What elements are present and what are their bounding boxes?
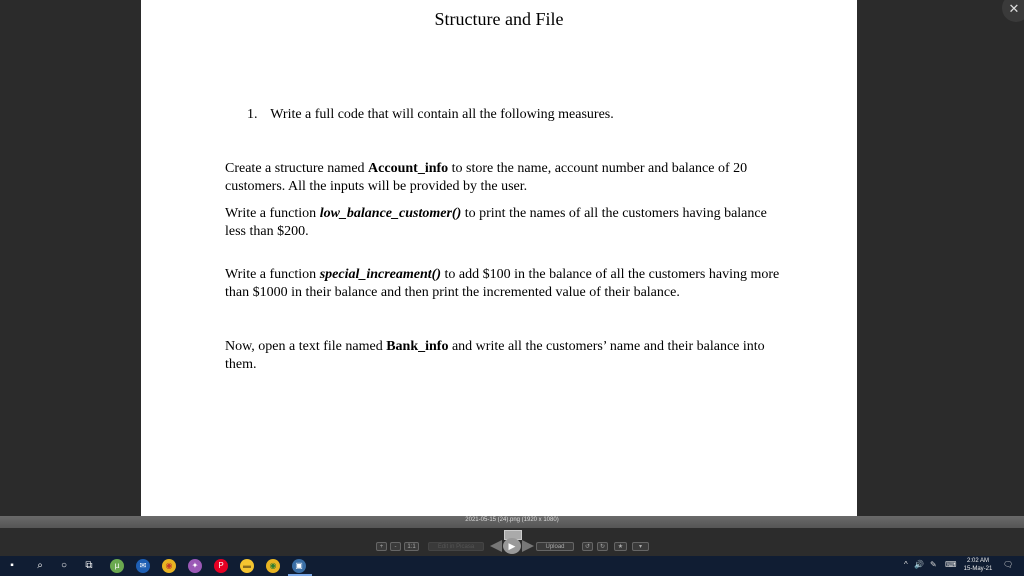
structure-name: Account_info [368, 161, 449, 176]
paragraph-text: to print the names of all the customers having balance less than $200. [225, 206, 767, 239]
edit-in-picasa-button[interactable]: Edit in Picasa [428, 542, 484, 551]
file-info-text: 2021-05-15 (24).png (1920 x 1080) [465, 517, 559, 523]
actual-size-button[interactable]: 1:1 [404, 542, 419, 551]
paragraph-text: to store the name, account number and balance of 20 customers. All the inputs will be provided by the user. [225, 161, 748, 194]
torrent-icon[interactable]: µ [110, 559, 124, 573]
volume-icon[interactable]: 🔊 [914, 560, 924, 569]
file-info-bar [0, 516, 1024, 528]
pen-icon[interactable]: ✎ [930, 560, 937, 569]
question-text: Write a full code that will contain all the following measures. [270, 107, 614, 122]
file-explorer-icon[interactable]: ▬ [240, 559, 254, 573]
system-clock[interactable] [960, 557, 996, 573]
clock-time: 2:02 AM [966, 558, 989, 564]
file-name: Bank_info [386, 339, 449, 354]
notification-icon[interactable]: 🗨 [1003, 560, 1014, 569]
paragraph-low-balance [225, 205, 785, 241]
clock-date: 15-May-21 [963, 566, 993, 572]
pinterest-icon[interactable]: P [214, 559, 228, 573]
document-title: Structure and File [434, 9, 564, 29]
previous-arrow-icon[interactable] [490, 540, 502, 552]
question-number: 1. [247, 107, 258, 122]
upload-button[interactable]: Upload [536, 542, 574, 551]
chrome-alt-icon[interactable]: ◉ [266, 559, 280, 573]
windows-start-icon[interactable]: ▪ [5, 559, 19, 573]
windows-taskbar [0, 556, 1024, 576]
photo-viewer-icon[interactable]: ▣ [292, 559, 306, 573]
question-item [247, 107, 614, 123]
paragraph-special-increment [225, 266, 785, 302]
search-icon[interactable]: ⌕ [33, 559, 47, 573]
zoom-in-button[interactable]: + [376, 542, 387, 551]
chrome-icon[interactable]: ◉ [162, 559, 176, 573]
paragraph-text: and write all the customers’ name and their balance into them. [225, 339, 765, 372]
viewer-toolbar [0, 528, 1024, 556]
play-icon[interactable]: ▶ [503, 538, 521, 554]
close-icon[interactable]: ✕ [1002, 0, 1024, 22]
paragraph-structure [225, 160, 785, 196]
star-icon[interactable]: ★ [614, 542, 627, 551]
paragraph-text: Write a function [225, 206, 320, 221]
mail-icon[interactable]: ✉ [136, 559, 150, 573]
keyboard-icon[interactable]: ⌨ [945, 560, 957, 569]
messenger-icon[interactable]: ✦ [188, 559, 202, 573]
more-options-icon[interactable]: ▾ [632, 542, 649, 551]
function-name: special_increament() [319, 267, 441, 282]
document-page [141, 0, 857, 516]
cortana-icon[interactable]: ○ [57, 559, 71, 573]
rotate-left-icon[interactable]: ↺ [582, 542, 593, 551]
paragraph-text: Write a function [225, 267, 320, 282]
paragraph-text: to add $100 in the balance of all the customers having more than $1000 in their balance and then print the incremented value of their balance. [225, 267, 780, 300]
paragraph-file [225, 338, 785, 374]
zoom-out-button[interactable]: - [390, 542, 401, 551]
paragraph-text: Now, open a text file named [225, 339, 387, 354]
rotate-right-icon[interactable]: ↻ [597, 542, 608, 551]
next-arrow-icon[interactable] [522, 540, 534, 552]
function-name: low_balance_customer() [319, 206, 462, 221]
task-view-icon[interactable]: ⧉ [82, 559, 96, 573]
paragraph-text: Create a structure named [225, 161, 369, 176]
tray-overflow-icon[interactable]: ^ [904, 560, 908, 569]
